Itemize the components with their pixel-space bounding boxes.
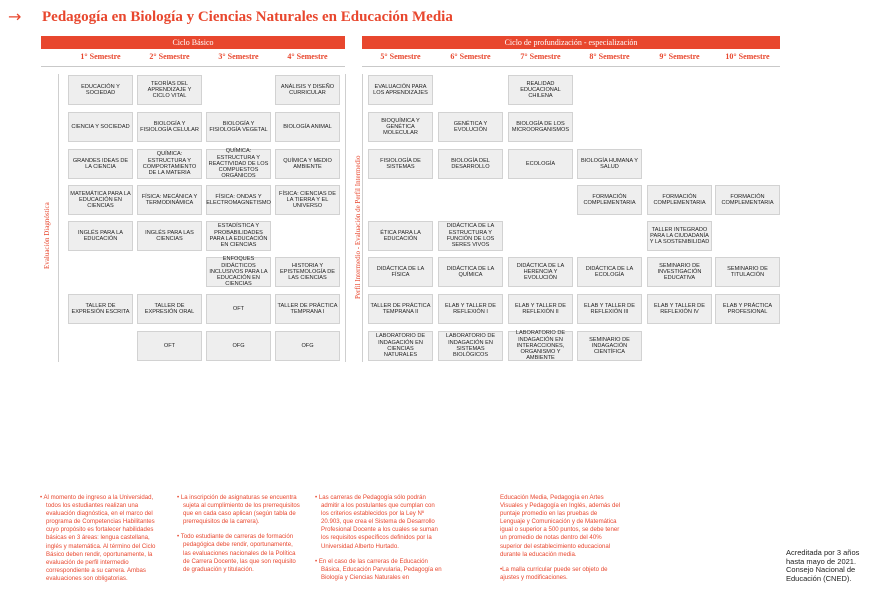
course-name: FORMACIÓN COMPLEMENTARIA [583, 193, 636, 206]
course-name: OFG [301, 342, 314, 349]
course-name: TALLER DE EXPRESIÓN ESCRITA [71, 302, 130, 315]
course-name: TEORÍAS DEL APRENDIZAJE Y CICLO VITAL [147, 80, 192, 100]
course-name: BIOLOGÍA HUMANA Y SALUD [580, 157, 639, 170]
course-cell [275, 331, 340, 361]
course-cell [275, 75, 340, 105]
diagnostic-label: Evaluación Diagnóstica [43, 202, 51, 269]
note-text: • Al momento de ingreso a la Universidad, todos los estudiantes realizan una evaluación diagnóstica, en el marco del programa de Competencias Habilitantes cuyo propósito es fortalecer habilidades básicas en 3 áreas: lengua castellana, inglés y matemática. Al término del Ciclo Básico deben rendir, oportunamente, la evaluación de perfil intermedio correspondiente a su carrera. Ambas evaluaciones son obligatorias. [40, 494, 156, 582]
course-cell [137, 112, 202, 142]
arrow-right-icon: → [8, 7, 22, 26]
course-name: ELAB Y TALLER DE REFLEXIÓN III [584, 302, 635, 315]
course-cell [206, 149, 271, 179]
page-title: Pedagogía en Biología y Ciencias Naturales en Educación Media [42, 9, 453, 25]
course-name: TALLER DE PRÁCTICA TEMPRANA I [277, 302, 338, 315]
note-text: • En el caso de las carreras de Educación Básica, Educación Parvularia, Pedagogía en Biología y Ciencias Naturales en [315, 557, 442, 581]
course-name: QUÍMICA Y MEDIO AMBIENTE [283, 157, 332, 170]
course-cell [137, 331, 202, 361]
course-name: BIOQUÍMICA Y GENÉTICA MOLECULAR [381, 117, 420, 137]
course-name: DIDÁCTICA DE LA ESTRUCTURA Y FUNCIÓN DE LOS SERES VIVOS [446, 223, 495, 249]
diagnostic-divider [58, 74, 59, 362]
course-name: ECOLOGÍA [525, 160, 556, 167]
semester-5-header: 5° Semestre [380, 52, 421, 61]
course-name: ENFOQUES DIDÁCTICOS INCLUSIVOS PARA LA EDUCACIÓN EN CIENCIAS [209, 256, 268, 288]
semester-divider [362, 66, 780, 67]
course-cell [68, 149, 133, 179]
course-name: OFT [232, 305, 245, 312]
semester-6-header: 6° Semestre [450, 52, 491, 61]
course-cell [368, 75, 433, 105]
course-cell [438, 257, 503, 287]
course-name: ELAB Y PRÁCTICA PROFESIONAL [722, 302, 773, 315]
course-cell [508, 75, 573, 105]
course-cell [508, 294, 573, 324]
course-cell [206, 331, 271, 361]
course-name: SEMINARIO DE TITULACIÓN [727, 265, 768, 278]
course-cell [508, 257, 573, 287]
course-cell [368, 294, 433, 324]
course-name: LABORATORIO DE INDAGACIÓN EN SISTEMAS BIOLÓGICOS [445, 333, 496, 359]
course-cell [647, 221, 712, 251]
course-name: BIOLOGÍA Y FISIOLOGÍA VEGETAL [209, 120, 268, 133]
course-cell [368, 149, 433, 179]
course-cell [647, 257, 712, 287]
cycle-basic-band: Ciclo Básico [41, 36, 345, 49]
intermediate-divider [345, 74, 346, 362]
course-cell [715, 294, 780, 324]
course-name: BIOLOGÍA DE LOS MICROORGANISMOS [511, 120, 570, 133]
course-cell [438, 149, 503, 179]
note-text: Educación Media, Pedagogía en Artes Visuales y Pedagogía en Inglés, además del puntaje promedio en las pruebas de Lenguaje y Comunicación y de Matemática igual o superior a 500 puntos, se debe tener un promedio de notas dentro del 40% superior del establecimiento educacional durante la educación media. [500, 494, 621, 558]
course-cell [206, 294, 271, 324]
course-name: LABORATORIO DE INDAGACIÓN EN INTERACCIONES, ORGANISMO Y AMBIENTE [515, 330, 566, 362]
note-text: •La malla curricular puede ser objeto de ajustes y modificaciones. [500, 565, 608, 581]
course-cell [137, 149, 202, 179]
course-name: REALIDAD EDUCACIONAL CHILENA [520, 80, 561, 100]
course-cell [68, 185, 133, 215]
course-name: ESTADÍSTICA Y PROBABILIDADES PARA LA EDUCACIÓN EN CIENCIAS [209, 223, 268, 249]
course-cell [577, 149, 642, 179]
course-name: ANÁLISIS Y DISEÑO CURRICULAR [280, 83, 335, 96]
accreditation-note: Acreditada por 3 años hasta mayo de 2021. Consejo Nacional de Educación (CNED). [786, 548, 860, 583]
course-name: INGLÉS PARA LA EDUCACIÓN [78, 229, 123, 242]
course-cell [137, 75, 202, 105]
course-cell [368, 257, 433, 287]
notes-column-4 [500, 494, 623, 589]
course-cell [438, 294, 503, 324]
semester-8-header: 8° Semestre [589, 52, 630, 61]
course-cell [206, 185, 271, 215]
course-cell [68, 75, 133, 105]
semester-7-header: 7° Semestre [520, 52, 561, 61]
course-cell [715, 257, 780, 287]
course-name: BIOLOGÍA DEL DESARROLLO [451, 157, 490, 170]
course-name: ELAB Y TALLER DE REFLEXIÓN I [445, 302, 496, 315]
course-cell [438, 221, 503, 251]
note-text: • Todo estudiante de carreras de formación pedagógica debe rendir, oportunamente, las evaluaciones nacionales de la Política de Carrera Docente, las que son requisito de graduación y titulación. [177, 533, 296, 573]
course-name: MATEMÁTICA PARA LA EDUCACIÓN EN CIENCIAS [70, 190, 131, 210]
course-name: DIDÁCTICA DE LA FÍSICA [376, 265, 425, 278]
course-name: FÍSICA: MECÁNICA Y TERMODINÁMICA [141, 193, 198, 206]
notes-column-2 [177, 494, 302, 581]
course-name: DIDÁCTICA DE LA ECOLOGÍA [585, 265, 634, 278]
course-name: EVALUACIÓN PARA LOS APRENDIZAJES [373, 83, 428, 96]
course-name: BIOLOGÍA Y FISIOLOGÍA CELULAR [140, 120, 199, 133]
semester-3-header: 3° Semestre [218, 52, 259, 61]
course-cell [68, 294, 133, 324]
course-cell [577, 185, 642, 215]
course-cell [577, 331, 642, 361]
course-cell [715, 185, 780, 215]
semester-10-header: 10° Semestre [725, 52, 770, 61]
course-name: TALLER DE EXPRESIÓN ORAL [144, 302, 195, 315]
course-name: FISIOLOGÍA DE SISTEMAS [380, 157, 421, 170]
course-name: OFG [232, 342, 245, 349]
course-name: TALLER DE PRÁCTICA TEMPRANA II [370, 302, 431, 315]
course-cell [137, 294, 202, 324]
notes-column-3 [315, 494, 442, 589]
course-name: FORMACIÓN COMPLEMENTARIA [653, 193, 706, 206]
semester-2-header: 2° Semestre [149, 52, 190, 61]
course-name: GRANDES IDEAS DE LA CIENCIA [72, 157, 129, 170]
semester-divider [41, 66, 345, 67]
course-name: BIOLOGÍA ANIMAL [283, 123, 332, 130]
course-cell [508, 112, 573, 142]
course-name: DIDÁCTICA DE LA QUÍMICA [446, 265, 495, 278]
course-cell [508, 331, 573, 361]
course-name: FÍSICA: CIENCIAS DE LA TIERRA Y EL UNIVERSO [279, 190, 336, 210]
course-cell [275, 257, 340, 287]
note-text: • La inscripción de asignaturas se encuentra sujeta al cumplimiento de los prerrequisitos que en cada caso aplican (según tabla de prerrequisitos de la carrera). [177, 494, 300, 526]
course-cell [275, 185, 340, 215]
course-cell [508, 149, 573, 179]
course-name: INGLÉS PARA LAS CIENCIAS [145, 229, 194, 242]
course-cell [438, 112, 503, 142]
course-name: OFT [163, 342, 176, 349]
cycle-advanced-band: Ciclo de profundización - especialización [362, 36, 780, 49]
course-cell [368, 331, 433, 361]
semester-1-header: 1° Semestre [80, 52, 121, 61]
course-name: ÉTICA PARA LA EDUCACIÓN [380, 229, 421, 242]
course-cell [68, 221, 133, 251]
notes-column-1 [40, 494, 164, 590]
course-name: SEMINARIO DE INDAGACIÓN CIENTÍFICA [589, 336, 630, 356]
course-cell [647, 294, 712, 324]
course-name: TALLER INTEGRADO PARA LA CIUDADANÍA Y LA SOSTENIBILIDAD [649, 226, 710, 246]
course-cell [206, 112, 271, 142]
course-cell [577, 294, 642, 324]
course-cell [206, 221, 271, 251]
course-cell [137, 185, 202, 215]
course-name: QUÍMICA: ESTRUCTURA Y COMPORTAMIENTO DE LA MATERIA [142, 151, 197, 177]
course-cell [577, 257, 642, 287]
course-name: SEMINARIO DE INVESTIGACIÓN EDUCATIVA [657, 262, 702, 282]
course-name: LABORATORIO DE INDAGACIÓN EN CIENCIAS NATURALES [375, 333, 426, 359]
semester-4-header: 4° Semestre [287, 52, 328, 61]
course-cell [275, 112, 340, 142]
note-text: • Las carreras de Pedagogía sólo podrán admitir a los postulantes que cumplan con los criterios establecidos por la Ley Nº 20.903, que crea el Sistema de Desarrollo Profesional Docente a los cuales se suman los requisitos específicos definidos por la Universidad Alberto Hurtado. [315, 494, 438, 550]
course-cell [275, 149, 340, 179]
course-name: FÍSICA: ONDAS Y ELECTROMAGNETISMO [206, 193, 271, 206]
course-cell [275, 294, 340, 324]
course-name: GENÉTICA Y EVOLUCIÓN [453, 120, 488, 133]
course-name: ELAB Y TALLER DE REFLEXIÓN IV [654, 302, 705, 315]
course-name: DIDÁCTICA DE LA HERENCIA Y EVOLUCIÓN [516, 262, 565, 282]
course-cell [368, 112, 433, 142]
course-cell [438, 331, 503, 361]
course-name: CIENCIA Y SOCIEDAD [71, 123, 130, 130]
course-name: EDUCACIÓN Y SOCIEDAD [81, 83, 120, 96]
course-name: HISTORIA Y EPISTEMOLOGÍA DE LAS CIENCIAS [279, 262, 336, 282]
course-name: FORMACIÓN COMPLEMENTARIA [721, 193, 774, 206]
course-cell [206, 257, 271, 287]
course-cell [368, 221, 433, 251]
course-cell [68, 112, 133, 142]
semester-9-header: 9° Semestre [659, 52, 700, 61]
intermediate-label: Perfil Intermedio - Evaluación de Perfil Intermedio [354, 155, 362, 299]
course-cell [137, 221, 202, 251]
course-cell [647, 185, 712, 215]
course-name: QUÍMICA: ESTRUCTURA Y REACTIVIDAD DE LOS COMPUESTOS ORGÁNICOS [208, 148, 269, 180]
course-name: ELAB Y TALLER DE REFLEXIÓN II [515, 302, 566, 315]
